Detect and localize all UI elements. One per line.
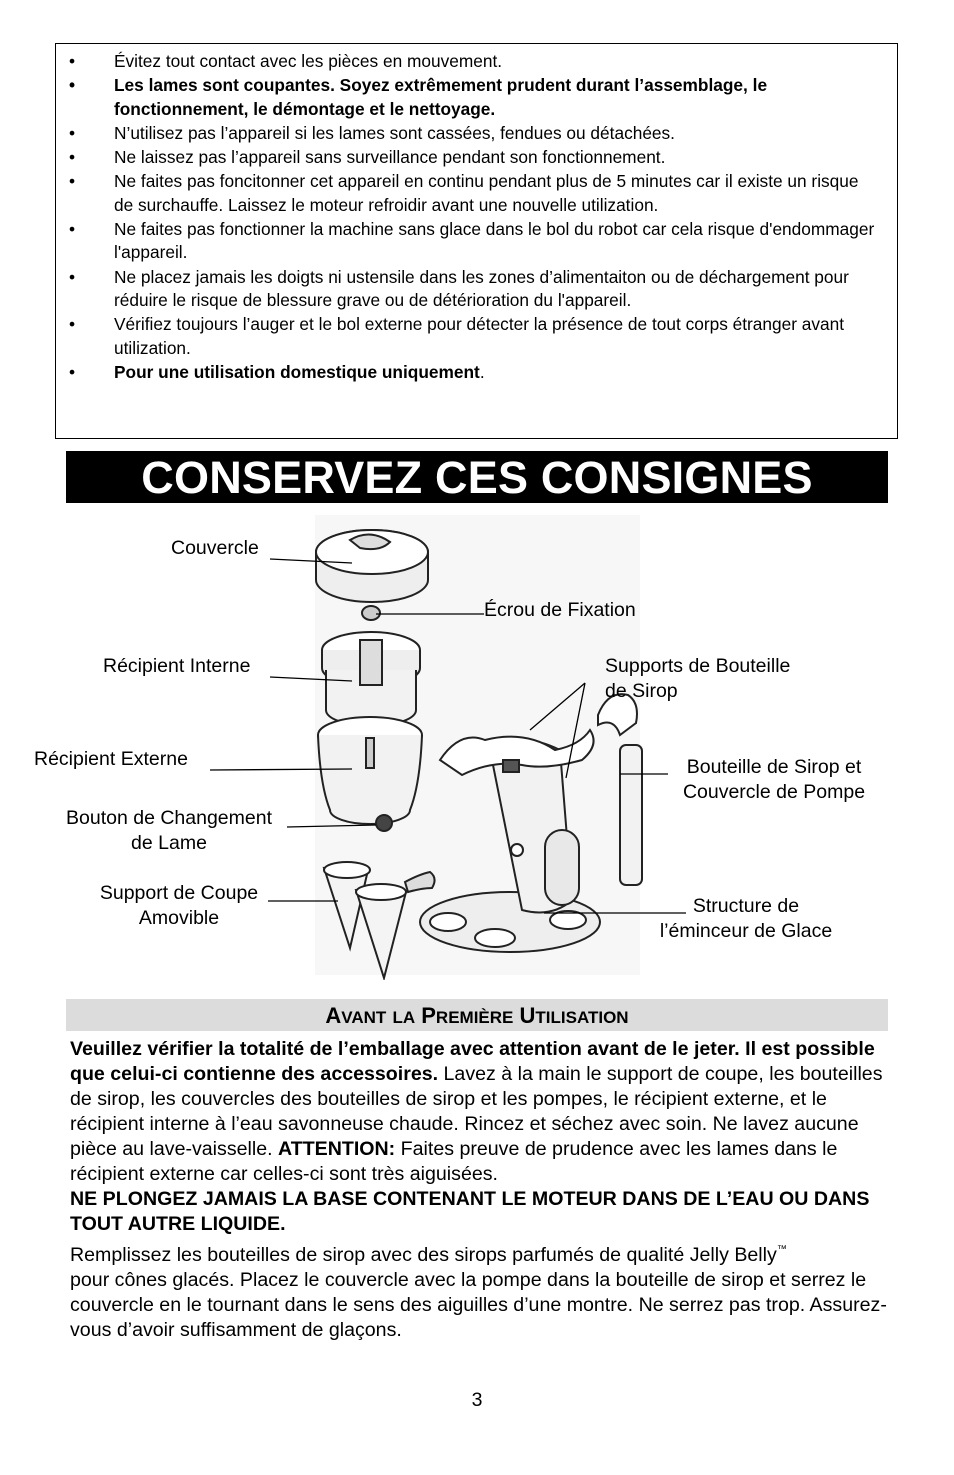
- paragraph-verification: Veuillez vérifier la totalité de l’emballage avec attention avant de le jeter. Il est possible que celui-ci contienne des accessoires. Lavez à la main le support de coupe, les bouteilles de sirop, les couvercles des bouteilles de sirop et les pompes, le récipient externe, et le récipient interne à l’eau savonneuse chaude. Rincez et séchez avec soin. Ne lavez aucune pièce au lave-vaisselle. ATTENTION: Faites preuve de prudence avec les lames dans le récipient externe car celles-ci sont très aiguisées.: [70, 1038, 883, 1185]
- base-hole-left: [430, 913, 466, 931]
- warning-item: • Ne placez jamais les doigts ni ustensile dans les zones d’alimentaiton ou de déchargement pour réduire le risque de blessure grave ou de détérioration du l'appareil.: [69, 266, 849, 310]
- bullet-icon: •: [69, 266, 76, 287]
- base-hole-center: [475, 929, 515, 947]
- label-support-coupe: Support de Coupe Amovible: [99, 882, 259, 929]
- bullet-icon: •: [69, 171, 76, 192]
- warnings-box: [55, 43, 898, 439]
- outer-shaft: [366, 738, 374, 768]
- bullet-icon: •: [69, 314, 76, 335]
- label-ecrou: Écrou de Fixation: [484, 599, 636, 621]
- paragraph-warning: NE PLONGEZ JAMAIS LA BASE CONTENANT LE MOTEUR DANS DE L’EAU OU DANS TOUT AUTRE LIQUIDE.: [70, 1188, 870, 1235]
- label-supports-bouteille: Supports de Bouteille de Sirop: [605, 655, 791, 702]
- syrup-bottle: [620, 745, 642, 885]
- bullet-icon: •: [69, 147, 76, 168]
- warning-item: • N’utilisez pas l’appareil si les lames sont cassées, fendues ou détachées.: [56, 122, 897, 145]
- label-recipient-externe: Récipient Externe: [34, 748, 188, 770]
- parts-diagram: [0, 510, 954, 980]
- cone-left-rim: [324, 862, 370, 878]
- motor-housing: [545, 830, 579, 905]
- warnings-list: [56, 50, 897, 384]
- bullet-icon: •: [69, 219, 76, 240]
- page-number: 3: [471, 1389, 483, 1411]
- label-couvercle: Couvercle: [171, 537, 259, 559]
- bullet-icon: •: [69, 122, 76, 143]
- conservez-banner: CONSERVEZ CES CONSIGNES: [66, 451, 888, 503]
- paragraph-syrup: Remplissez les bouteilles de sirop avec des sirops parfumés de qualité Jelly Belly™ pour cônes glacés. Placez le couvercle avec la pompe dans la bouteille de sirop et serrez le couvercle en le tournant dans le sens des aiguilles d’une montre. Ne serrez pas trop. Assurez-vous d’avoir suffisamment de glaçons.: [70, 1244, 887, 1341]
- fixing-nut: [362, 606, 380, 620]
- cone-right-rim: [356, 884, 406, 900]
- label-bouteille-sirop: Bouteille de Sirop et Couvercle de Pompe: [682, 756, 866, 803]
- section-heading: AVANT LA PREMIÈRE UTILISATION: [66, 999, 888, 1031]
- bullet-icon: •: [69, 51, 76, 71]
- warning-item: • Vérifiez toujours l’auger et le bol externe pour détecter la présence de tout corps étranger avant utilization.: [69, 314, 845, 358]
- holder-knob: [503, 760, 519, 772]
- label-recipient-interne: Récipient Interne: [103, 655, 251, 677]
- warning-item: • Ne faites pas foncitonner cet appareil en continu pendant plus de 5 minutes car il existe un risque de surchauffe. Laissez le moteur refroidir avant une nouvelle utilization.: [69, 171, 859, 215]
- label-bouton-lame: Bouton de Changement de Lame: [66, 807, 272, 854]
- power-button: [511, 844, 523, 856]
- trademark-symbol: ™: [776, 1244, 787, 1255]
- blade-knob: [376, 815, 392, 831]
- body-text: [70, 1037, 888, 1343]
- label-structure: Structure de l’éminceur de Glace: [659, 895, 833, 942]
- base-hole-right: [550, 911, 586, 929]
- inner-blade: [360, 640, 382, 685]
- warning-item-domestic: • Pour une utilisation domestique uniquement.: [56, 361, 897, 384]
- warning-item: • Les lames sont coupantes. Soyez extrêmement prudent durant l’assemblage, le fonctionnement, le démontage et le nettoyage.: [69, 75, 768, 119]
- warning-item: • Ne laissez pas l’appareil sans surveillance pendant son fonctionnement.: [56, 146, 897, 169]
- bullet-icon: •: [69, 361, 76, 382]
- warning-item: • Évitez tout contact avec les pièces en mouvement.: [56, 50, 897, 73]
- warning-item: • Ne faites pas fonctionner la machine sans glace dans le bol du robot car cela risque d'endommager l'appareil.: [69, 219, 875, 263]
- bullet-icon: •: [69, 75, 76, 96]
